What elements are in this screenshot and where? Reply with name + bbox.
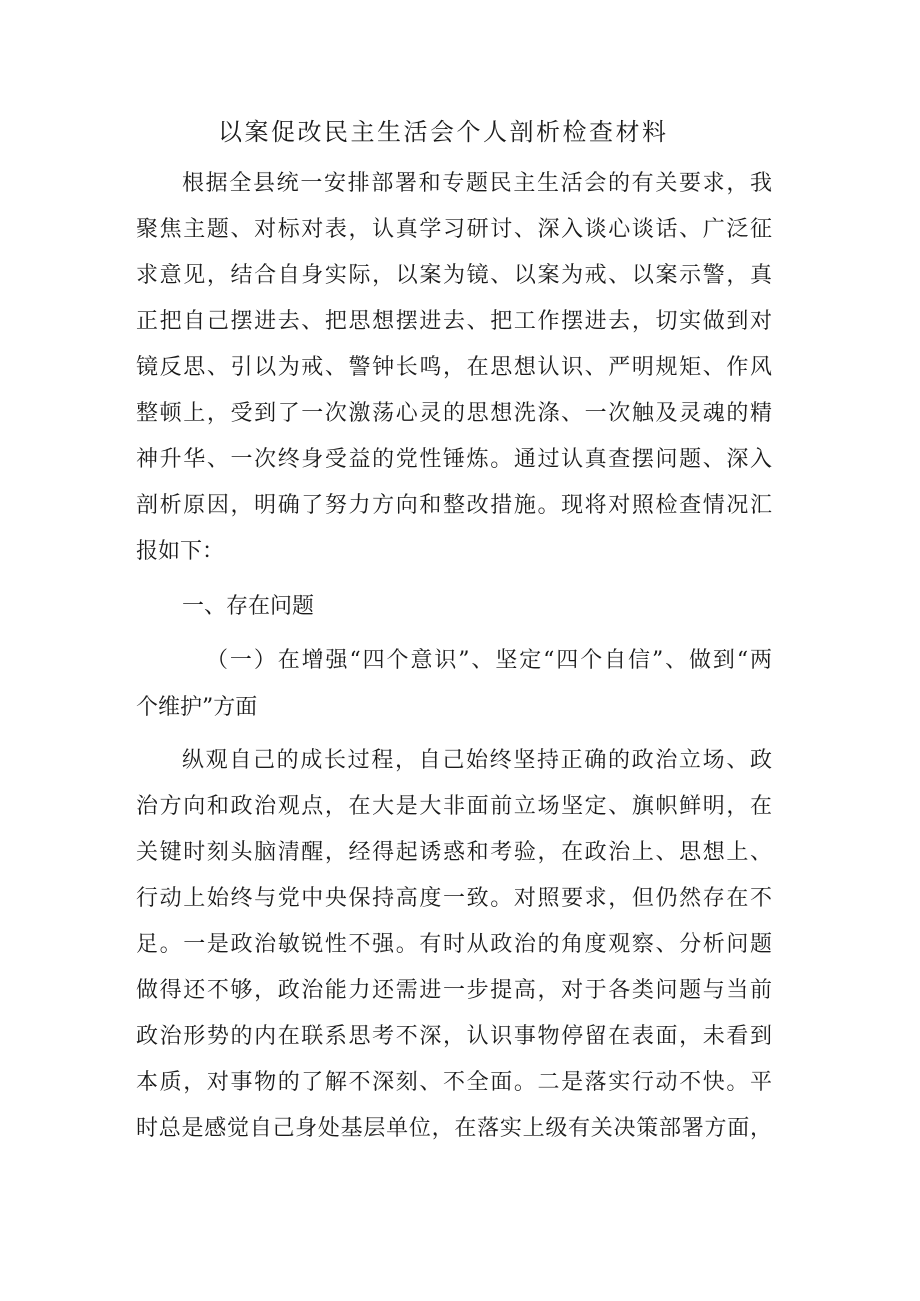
subsection-heading: （一）在增强“四个意识”、坚定“四个自信”、做到“两	[206, 648, 772, 673]
body-line: 聚焦主题、对标对表，认真学习研讨、深入谈心谈话、广泛征	[136, 217, 772, 242]
body-line: 正把自己摆进去、把思想摆进去、把工作摆进去，切实做到对	[136, 309, 772, 334]
body-line: 神升华、一次终身受益的党性锤炼。通过认真查摆问题、深入	[136, 447, 772, 472]
body-line: 本质，对事物的了解不深刻、不全面。二是落实行动不快。平	[136, 1070, 772, 1095]
body-line: 镜反思、引以为戒、警钟长鸣，在思想认识、严明规矩、作风	[136, 355, 772, 380]
body-line: 报如下：	[136, 539, 225, 564]
body-line: 根据全县统一安排部署和专题民主生活会的有关要求，我	[182, 171, 772, 196]
body-line: 求意见，结合自身实际，以案为镜、以案为戒、以案示警，真	[136, 263, 772, 288]
body-line: 剖析原因，明确了努力方向和整改措施。现将对照检查情况汇	[136, 493, 772, 518]
body-line: 治方向和政治观点，在大是大非面前立场坚定、旗帜鲜明，在	[136, 794, 772, 819]
body-line: 行动上始终与党中央保持高度一致。对照要求，但仍然存在不	[136, 886, 772, 911]
body-line: 关键时刻头脑清醒，经得起诱惑和考验，在政治上、思想上、	[136, 840, 772, 865]
body-line: 足。一是政治敏锐性不强。有时从政治的角度观察、分析问题	[136, 932, 772, 957]
body-line: 时总是感觉自己身处基层单位，在落实上级有关决策部署方面，	[136, 1116, 772, 1141]
document-title: 以案促改民主生活会个人剖析检查材料	[218, 118, 669, 146]
body-line: 做得还不够，政治能力还需进一步提高，对于各类问题与当前	[136, 978, 772, 1003]
subsection-heading: 个维护”方面	[136, 695, 258, 720]
section-heading: 一、存在问题	[182, 594, 315, 619]
body-line: 纵观自己的成长过程，自己始终坚持正确的政治立场、政	[182, 748, 772, 773]
body-line: 政治形势的内在联系思考不深，认识事物停留在表面，未看到	[136, 1024, 772, 1049]
body-line: 整顿上，受到了一次激荡心灵的思想洗涤、一次触及灵魂的精	[136, 401, 772, 426]
